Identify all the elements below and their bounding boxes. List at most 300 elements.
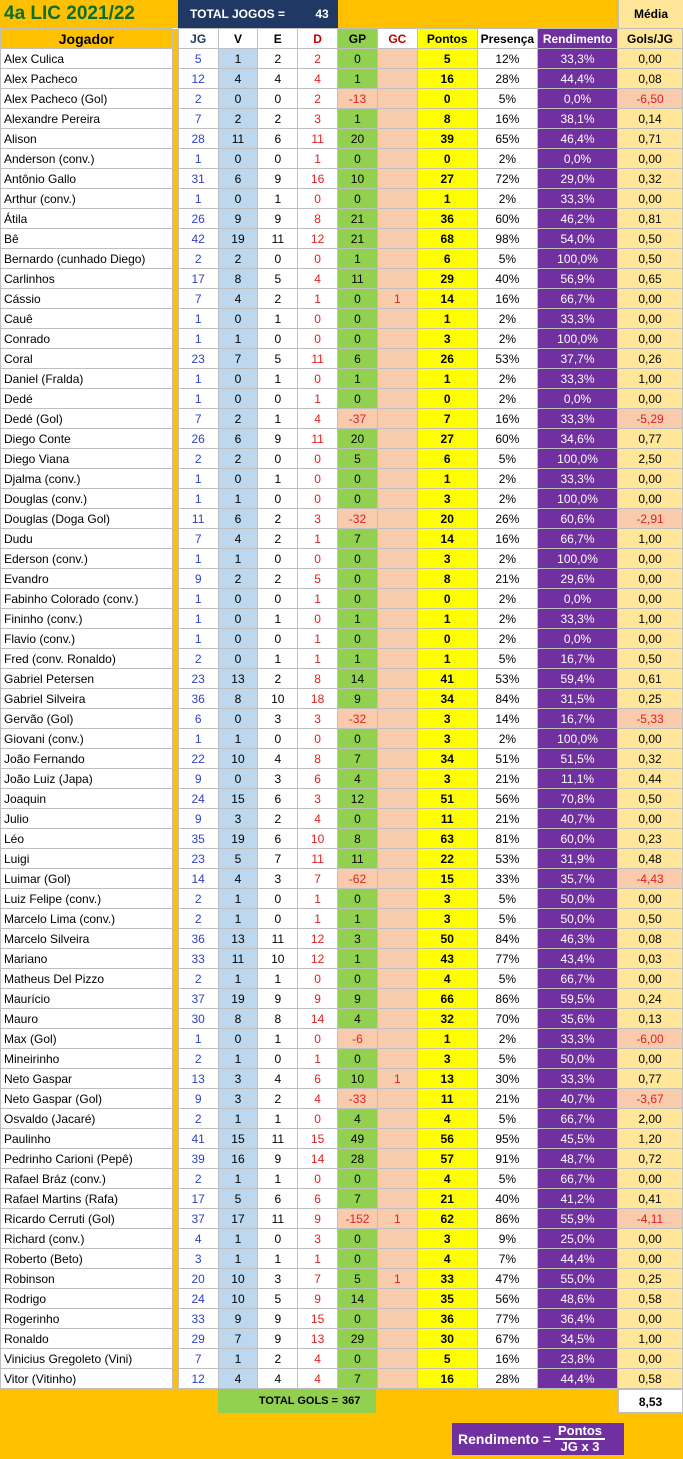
cell-jogador[interactable]: Fred (conv. Ronaldo) (1, 649, 173, 669)
cell-gp[interactable]: 4 (338, 1009, 378, 1029)
cell-v[interactable]: 1 (218, 969, 258, 989)
cell-presenca[interactable]: 30% (477, 1069, 537, 1089)
cell-gols-jg[interactable]: 0,58 (618, 1369, 683, 1389)
cell-rendimento[interactable]: 33,3% (538, 189, 618, 209)
cell-jogador[interactable]: João Fernando (1, 749, 173, 769)
cell-e[interactable]: 4 (258, 749, 298, 769)
cell-jogador[interactable]: Vinicius Gregoleto (Vini) (1, 1349, 173, 1369)
cell-gc[interactable] (377, 969, 417, 989)
cell-gp[interactable]: 0 (338, 309, 378, 329)
cell-jg[interactable]: 9 (178, 1089, 218, 1109)
cell-jogador[interactable]: João Luiz (Japa) (1, 769, 173, 789)
cell-presenca[interactable]: 5% (477, 1049, 537, 1069)
cell-jogador[interactable]: Ederson (conv.) (1, 549, 173, 569)
cell-rendimento[interactable]: 100,0% (538, 329, 618, 349)
cell-pontos[interactable]: 57 (417, 1149, 477, 1169)
cell-pontos[interactable]: 22 (417, 849, 477, 869)
cell-rendimento[interactable]: 36,4% (538, 1309, 618, 1329)
cell-e[interactable]: 2 (258, 1349, 298, 1369)
cell-e[interactable]: 0 (258, 449, 298, 469)
cell-jogador[interactable]: Alison (1, 129, 173, 149)
cell-presenca[interactable]: 95% (477, 1129, 537, 1149)
cell-gc[interactable] (377, 1309, 417, 1329)
cell-gols-jg[interactable]: 2,50 (618, 449, 683, 469)
cell-jogador[interactable]: Dudu (1, 529, 173, 549)
cell-e[interactable]: 0 (258, 889, 298, 909)
cell-e[interactable]: 11 (258, 1129, 298, 1149)
col-header-gp[interactable]: GP (338, 29, 378, 49)
cell-v[interactable]: 1 (218, 1109, 258, 1129)
cell-rendimento[interactable]: 33,3% (538, 309, 618, 329)
cell-pontos[interactable]: 32 (417, 1009, 477, 1029)
cell-d[interactable]: 1 (298, 389, 338, 409)
cell-pontos[interactable]: 1 (417, 1029, 477, 1049)
cell-e[interactable]: 10 (258, 689, 298, 709)
cell-gp[interactable]: 1 (338, 109, 378, 129)
cell-gols-jg[interactable]: 0,77 (618, 1069, 683, 1089)
cell-d[interactable]: 3 (298, 709, 338, 729)
cell-pontos[interactable]: 1 (417, 469, 477, 489)
cell-presenca[interactable]: 5% (477, 89, 537, 109)
cell-jg[interactable]: 37 (178, 1209, 218, 1229)
cell-d[interactable]: 8 (298, 669, 338, 689)
cell-e[interactable]: 1 (258, 189, 298, 209)
cell-rendimento[interactable]: 55,9% (538, 1209, 618, 1229)
cell-pontos[interactable]: 56 (417, 1129, 477, 1149)
cell-presenca[interactable]: 2% (477, 389, 537, 409)
cell-v[interactable]: 1 (218, 489, 258, 509)
cell-rendimento[interactable]: 33,3% (538, 1029, 618, 1049)
cell-jg[interactable]: 31 (178, 169, 218, 189)
cell-pontos[interactable]: 1 (417, 189, 477, 209)
cell-gc[interactable] (377, 349, 417, 369)
cell-presenca[interactable]: 5% (477, 1109, 537, 1129)
cell-jg[interactable]: 1 (178, 589, 218, 609)
cell-jg[interactable]: 6 (178, 709, 218, 729)
cell-gc[interactable] (377, 869, 417, 889)
cell-gols-jg[interactable]: 0,00 (618, 809, 683, 829)
cell-jogador[interactable]: Daniel (Fralda) (1, 369, 173, 389)
cell-presenca[interactable]: 28% (477, 69, 537, 89)
cell-d[interactable]: 2 (298, 49, 338, 69)
cell-d[interactable]: 1 (298, 649, 338, 669)
col-header-v[interactable]: V (218, 29, 258, 49)
cell-e[interactable]: 2 (258, 109, 298, 129)
cell-presenca[interactable]: 2% (477, 469, 537, 489)
cell-gols-jg[interactable]: 0,24 (618, 989, 683, 1009)
cell-rendimento[interactable]: 100,0% (538, 249, 618, 269)
cell-v[interactable]: 1 (218, 909, 258, 929)
cell-rendimento[interactable]: 66,7% (538, 1109, 618, 1129)
cell-jogador[interactable]: Djalma (conv.) (1, 469, 173, 489)
cell-gols-jg[interactable]: 1,00 (618, 609, 683, 629)
cell-presenca[interactable]: 2% (477, 729, 537, 749)
cell-gols-jg[interactable]: 0,00 (618, 569, 683, 589)
cell-gc[interactable] (377, 1049, 417, 1069)
cell-e[interactable]: 7 (258, 849, 298, 869)
cell-v[interactable]: 4 (218, 869, 258, 889)
cell-rendimento[interactable]: 40,7% (538, 1089, 618, 1109)
cell-pontos[interactable]: 68 (417, 229, 477, 249)
cell-presenca[interactable]: 77% (477, 1309, 537, 1329)
cell-v[interactable]: 0 (218, 609, 258, 629)
cell-e[interactable]: 8 (258, 1009, 298, 1029)
cell-gp[interactable]: 1 (338, 609, 378, 629)
cell-jg[interactable]: 13 (178, 1069, 218, 1089)
cell-presenca[interactable]: 7% (477, 1249, 537, 1269)
cell-e[interactable]: 0 (258, 389, 298, 409)
cell-d[interactable]: 15 (298, 1309, 338, 1329)
cell-jg[interactable]: 4 (178, 1229, 218, 1249)
cell-jogador[interactable]: Osvaldo (Jacaré) (1, 1109, 173, 1129)
cell-d[interactable]: 14 (298, 1009, 338, 1029)
cell-d[interactable]: 6 (298, 769, 338, 789)
cell-presenca[interactable]: 65% (477, 129, 537, 149)
cell-gp[interactable]: 7 (338, 1189, 378, 1209)
cell-jogador[interactable]: Marcelo Silveira (1, 929, 173, 949)
cell-gols-jg[interactable]: 0,50 (618, 649, 683, 669)
cell-gols-jg[interactable]: 0,41 (618, 1189, 683, 1209)
cell-v[interactable]: 9 (218, 209, 258, 229)
cell-d[interactable]: 0 (298, 1029, 338, 1049)
cell-jg[interactable]: 33 (178, 1309, 218, 1329)
cell-rendimento[interactable]: 0,0% (538, 589, 618, 609)
cell-rendimento[interactable]: 55,0% (538, 1269, 618, 1289)
cell-gp[interactable]: 11 (338, 269, 378, 289)
cell-gp[interactable]: 0 (338, 329, 378, 349)
cell-gp[interactable]: 4 (338, 1109, 378, 1129)
cell-d[interactable]: 12 (298, 929, 338, 949)
cell-presenca[interactable]: 16% (477, 409, 537, 429)
cell-rendimento[interactable]: 37,7% (538, 349, 618, 369)
cell-gc[interactable] (377, 709, 417, 729)
cell-gols-jg[interactable]: 0,14 (618, 109, 683, 129)
cell-gc[interactable] (377, 589, 417, 609)
cell-e[interactable]: 5 (258, 269, 298, 289)
cell-presenca[interactable]: 5% (477, 1169, 537, 1189)
cell-e[interactable]: 9 (258, 1309, 298, 1329)
cell-rendimento[interactable]: 45,5% (538, 1129, 618, 1149)
cell-v[interactable]: 7 (218, 1329, 258, 1349)
cell-presenca[interactable]: 2% (477, 1029, 537, 1049)
cell-rendimento[interactable]: 41,2% (538, 1189, 618, 1209)
cell-pontos[interactable]: 3 (417, 329, 477, 349)
cell-gc[interactable] (377, 1289, 417, 1309)
cell-rendimento[interactable]: 0,0% (538, 149, 618, 169)
cell-gp[interactable]: 1 (338, 909, 378, 929)
cell-gp[interactable]: 7 (338, 1369, 378, 1389)
cell-presenca[interactable]: 9% (477, 1229, 537, 1249)
cell-jogador[interactable]: Marcelo Lima (conv.) (1, 909, 173, 929)
cell-gc[interactable] (377, 1149, 417, 1169)
cell-pontos[interactable]: 30 (417, 1329, 477, 1349)
cell-gp[interactable]: 0 (338, 489, 378, 509)
cell-presenca[interactable]: 2% (477, 369, 537, 389)
cell-gc[interactable] (377, 1329, 417, 1349)
cell-jogador[interactable]: Rafael Bráz (conv.) (1, 1169, 173, 1189)
cell-gp[interactable]: -33 (338, 1089, 378, 1109)
cell-jogador[interactable]: Gabriel Silveira (1, 689, 173, 709)
cell-rendimento[interactable]: 59,5% (538, 989, 618, 1009)
cell-jg[interactable]: 2 (178, 449, 218, 469)
cell-jogador[interactable]: Giovani (conv.) (1, 729, 173, 749)
cell-presenca[interactable]: 5% (477, 649, 537, 669)
cell-v[interactable]: 17 (218, 1209, 258, 1229)
cell-presenca[interactable]: 26% (477, 509, 537, 529)
cell-gc[interactable] (377, 1169, 417, 1189)
cell-e[interactable]: 1 (258, 1249, 298, 1269)
cell-rendimento[interactable]: 100,0% (538, 489, 618, 509)
cell-e[interactable]: 2 (258, 1089, 298, 1109)
cell-gp[interactable]: 11 (338, 849, 378, 869)
cell-pontos[interactable]: 1 (417, 309, 477, 329)
cell-jogador[interactable]: Mauro (1, 1009, 173, 1029)
cell-jg[interactable]: 3 (178, 1249, 218, 1269)
cell-presenca[interactable]: 21% (477, 1089, 537, 1109)
cell-pontos[interactable]: 36 (417, 209, 477, 229)
cell-rendimento[interactable]: 33,3% (538, 369, 618, 389)
cell-pontos[interactable]: 4 (417, 1249, 477, 1269)
cell-gc[interactable] (377, 849, 417, 869)
cell-pontos[interactable]: 11 (417, 809, 477, 829)
cell-gc[interactable] (377, 769, 417, 789)
cell-presenca[interactable]: 77% (477, 949, 537, 969)
cell-jg[interactable]: 1 (178, 309, 218, 329)
cell-e[interactable]: 9 (258, 169, 298, 189)
cell-rendimento[interactable]: 11,1% (538, 769, 618, 789)
cell-gp[interactable]: -152 (338, 1209, 378, 1229)
cell-presenca[interactable]: 2% (477, 549, 537, 569)
cell-rendimento[interactable]: 43,4% (538, 949, 618, 969)
cell-gp[interactable]: 0 (338, 809, 378, 829)
cell-gols-jg[interactable]: 0,00 (618, 729, 683, 749)
cell-presenca[interactable]: 2% (477, 629, 537, 649)
cell-d[interactable]: 1 (298, 1049, 338, 1069)
cell-gp[interactable]: 7 (338, 529, 378, 549)
cell-gc[interactable] (377, 1029, 417, 1049)
cell-jg[interactable]: 7 (178, 109, 218, 129)
cell-gc[interactable] (377, 929, 417, 949)
cell-gc[interactable] (377, 249, 417, 269)
cell-gp[interactable]: 28 (338, 1149, 378, 1169)
cell-gp[interactable]: 9 (338, 989, 378, 1009)
cell-gols-jg[interactable]: 0,72 (618, 1149, 683, 1169)
cell-jogador[interactable]: Alex Pacheco (1, 69, 173, 89)
cell-d[interactable]: 0 (298, 969, 338, 989)
cell-gc[interactable] (377, 729, 417, 749)
cell-jg[interactable]: 7 (178, 529, 218, 549)
cell-gp[interactable]: 14 (338, 1289, 378, 1309)
cell-jg[interactable]: 1 (178, 149, 218, 169)
cell-gc[interactable] (377, 389, 417, 409)
cell-e[interactable]: 6 (258, 129, 298, 149)
cell-pontos[interactable]: 63 (417, 829, 477, 849)
cell-gp[interactable]: 8 (338, 829, 378, 849)
cell-v[interactable]: 13 (218, 669, 258, 689)
cell-gc[interactable] (377, 169, 417, 189)
cell-gols-jg[interactable]: 0,61 (618, 669, 683, 689)
cell-e[interactable]: 1 (258, 1109, 298, 1129)
cell-jg[interactable]: 2 (178, 1169, 218, 1189)
cell-gp[interactable]: 0 (338, 389, 378, 409)
cell-gols-jg[interactable]: 0,00 (618, 49, 683, 69)
cell-presenca[interactable]: 33% (477, 869, 537, 889)
cell-presenca[interactable]: 40% (477, 1189, 537, 1209)
cell-jogador[interactable]: Antônio Gallo (1, 169, 173, 189)
cell-rendimento[interactable]: 46,4% (538, 129, 618, 149)
cell-jg[interactable]: 9 (178, 809, 218, 829)
cell-v[interactable]: 8 (218, 689, 258, 709)
cell-jg[interactable]: 7 (178, 409, 218, 429)
cell-d[interactable]: 1 (298, 529, 338, 549)
cell-gc[interactable] (377, 429, 417, 449)
cell-jogador[interactable]: Pedrinho Carioni (Pepê) (1, 1149, 173, 1169)
cell-v[interactable]: 11 (218, 949, 258, 969)
cell-e[interactable]: 4 (258, 69, 298, 89)
cell-rendimento[interactable]: 23,8% (538, 1349, 618, 1369)
cell-gc[interactable] (377, 989, 417, 1009)
cell-jg[interactable]: 1 (178, 609, 218, 629)
col-header-gols-jg[interactable]: Gols/JG (618, 29, 683, 49)
cell-gp[interactable]: 0 (338, 629, 378, 649)
cell-jogador[interactable]: Alex Pacheco (Gol) (1, 89, 173, 109)
cell-v[interactable]: 1 (218, 49, 258, 69)
cell-gc[interactable] (377, 209, 417, 229)
cell-gp[interactable]: 20 (338, 429, 378, 449)
cell-pontos[interactable]: 3 (417, 549, 477, 569)
cell-presenca[interactable]: 72% (477, 169, 537, 189)
cell-jogador[interactable]: Rogerinho (1, 1309, 173, 1329)
cell-gc[interactable] (377, 669, 417, 689)
cell-pontos[interactable]: 29 (417, 269, 477, 289)
cell-pontos[interactable]: 3 (417, 769, 477, 789)
cell-rendimento[interactable]: 70,8% (538, 789, 618, 809)
col-header-jogador[interactable]: Jogador (1, 29, 173, 49)
cell-jg[interactable]: 42 (178, 229, 218, 249)
cell-v[interactable]: 1 (218, 889, 258, 909)
cell-gols-jg[interactable]: 0,00 (618, 189, 683, 209)
cell-pontos[interactable]: 8 (417, 109, 477, 129)
cell-gc[interactable] (377, 889, 417, 909)
cell-gols-jg[interactable]: 0,00 (618, 589, 683, 609)
cell-v[interactable]: 0 (218, 769, 258, 789)
cell-e[interactable]: 0 (258, 329, 298, 349)
cell-jogador[interactable]: Rodrigo (1, 1289, 173, 1309)
cell-jogador[interactable]: Mineirinho (1, 1049, 173, 1069)
cell-pontos[interactable]: 62 (417, 1209, 477, 1229)
cell-rendimento[interactable]: 66,7% (538, 529, 618, 549)
cell-v[interactable]: 1 (218, 729, 258, 749)
cell-jg[interactable]: 33 (178, 949, 218, 969)
cell-rendimento[interactable]: 33,3% (538, 469, 618, 489)
cell-gols-jg[interactable]: 0,08 (618, 929, 683, 949)
cell-e[interactable]: 0 (258, 149, 298, 169)
cell-gc[interactable] (377, 749, 417, 769)
cell-gols-jg[interactable]: 0,00 (618, 1249, 683, 1269)
cell-v[interactable]: 3 (218, 809, 258, 829)
cell-v[interactable]: 6 (218, 169, 258, 189)
cell-gc[interactable] (377, 569, 417, 589)
cell-gc[interactable] (377, 809, 417, 829)
cell-gols-jg[interactable]: -3,67 (618, 1089, 683, 1109)
cell-jogador[interactable]: Flavio (conv.) (1, 629, 173, 649)
cell-jg[interactable]: 2 (178, 889, 218, 909)
cell-gc[interactable] (377, 329, 417, 349)
cell-jg[interactable]: 1 (178, 1029, 218, 1049)
cell-pontos[interactable]: 27 (417, 169, 477, 189)
cell-d[interactable]: 3 (298, 509, 338, 529)
col-header-d[interactable]: D (298, 29, 338, 49)
cell-d[interactable]: 4 (298, 409, 338, 429)
cell-d[interactable]: 4 (298, 809, 338, 829)
cell-gp[interactable]: 0 (338, 549, 378, 569)
cell-gc[interactable] (377, 909, 417, 929)
cell-jg[interactable]: 23 (178, 349, 218, 369)
cell-jg[interactable]: 26 (178, 429, 218, 449)
cell-presenca[interactable]: 2% (477, 149, 537, 169)
cell-gp[interactable]: 3 (338, 929, 378, 949)
cell-gp[interactable]: -13 (338, 89, 378, 109)
cell-pontos[interactable]: 6 (417, 449, 477, 469)
cell-v[interactable]: 1 (218, 1249, 258, 1269)
cell-v[interactable]: 4 (218, 1369, 258, 1389)
cell-presenca[interactable]: 2% (477, 309, 537, 329)
cell-jg[interactable]: 1 (178, 549, 218, 569)
cell-presenca[interactable]: 5% (477, 969, 537, 989)
cell-d[interactable]: 1 (298, 889, 338, 909)
cell-gols-jg[interactable]: -6,50 (618, 89, 683, 109)
cell-d[interactable]: 2 (298, 89, 338, 109)
cell-presenca[interactable]: 21% (477, 569, 537, 589)
cell-jg[interactable]: 1 (178, 389, 218, 409)
cell-v[interactable]: 2 (218, 409, 258, 429)
cell-jg[interactable]: 1 (178, 489, 218, 509)
cell-d[interactable]: 1 (298, 909, 338, 929)
cell-d[interactable]: 0 (298, 489, 338, 509)
cell-gc[interactable]: 1 (377, 289, 417, 309)
cell-jogador[interactable]: Cauê (1, 309, 173, 329)
cell-gols-jg[interactable]: 0,00 (618, 1349, 683, 1369)
cell-gp[interactable]: 0 (338, 729, 378, 749)
cell-gp[interactable]: 0 (338, 589, 378, 609)
cell-d[interactable]: 0 (298, 549, 338, 569)
cell-jogador[interactable]: Neto Gaspar (1, 1069, 173, 1089)
cell-rendimento[interactable]: 38,1% (538, 109, 618, 129)
cell-jg[interactable]: 30 (178, 1009, 218, 1029)
cell-v[interactable]: 1 (218, 1049, 258, 1069)
cell-gc[interactable] (377, 469, 417, 489)
cell-gp[interactable]: 6 (338, 349, 378, 369)
cell-d[interactable]: 9 (298, 1289, 338, 1309)
cell-rendimento[interactable]: 66,7% (538, 289, 618, 309)
cell-rendimento[interactable]: 50,0% (538, 1049, 618, 1069)
cell-gp[interactable]: 0 (338, 49, 378, 69)
cell-presenca[interactable]: 5% (477, 249, 537, 269)
cell-e[interactable]: 1 (258, 309, 298, 329)
cell-gc[interactable] (377, 89, 417, 109)
cell-jogador[interactable]: Roberto (Beto) (1, 1249, 173, 1269)
cell-pontos[interactable]: 35 (417, 1289, 477, 1309)
cell-v[interactable]: 10 (218, 1289, 258, 1309)
cell-jg[interactable]: 1 (178, 189, 218, 209)
cell-jg[interactable]: 1 (178, 369, 218, 389)
cell-rendimento[interactable]: 0,0% (538, 89, 618, 109)
cell-pontos[interactable]: 14 (417, 289, 477, 309)
cell-jg[interactable]: 2 (178, 1109, 218, 1129)
cell-d[interactable]: 3 (298, 109, 338, 129)
cell-d[interactable]: 9 (298, 989, 338, 1009)
cell-d[interactable]: 0 (298, 369, 338, 389)
